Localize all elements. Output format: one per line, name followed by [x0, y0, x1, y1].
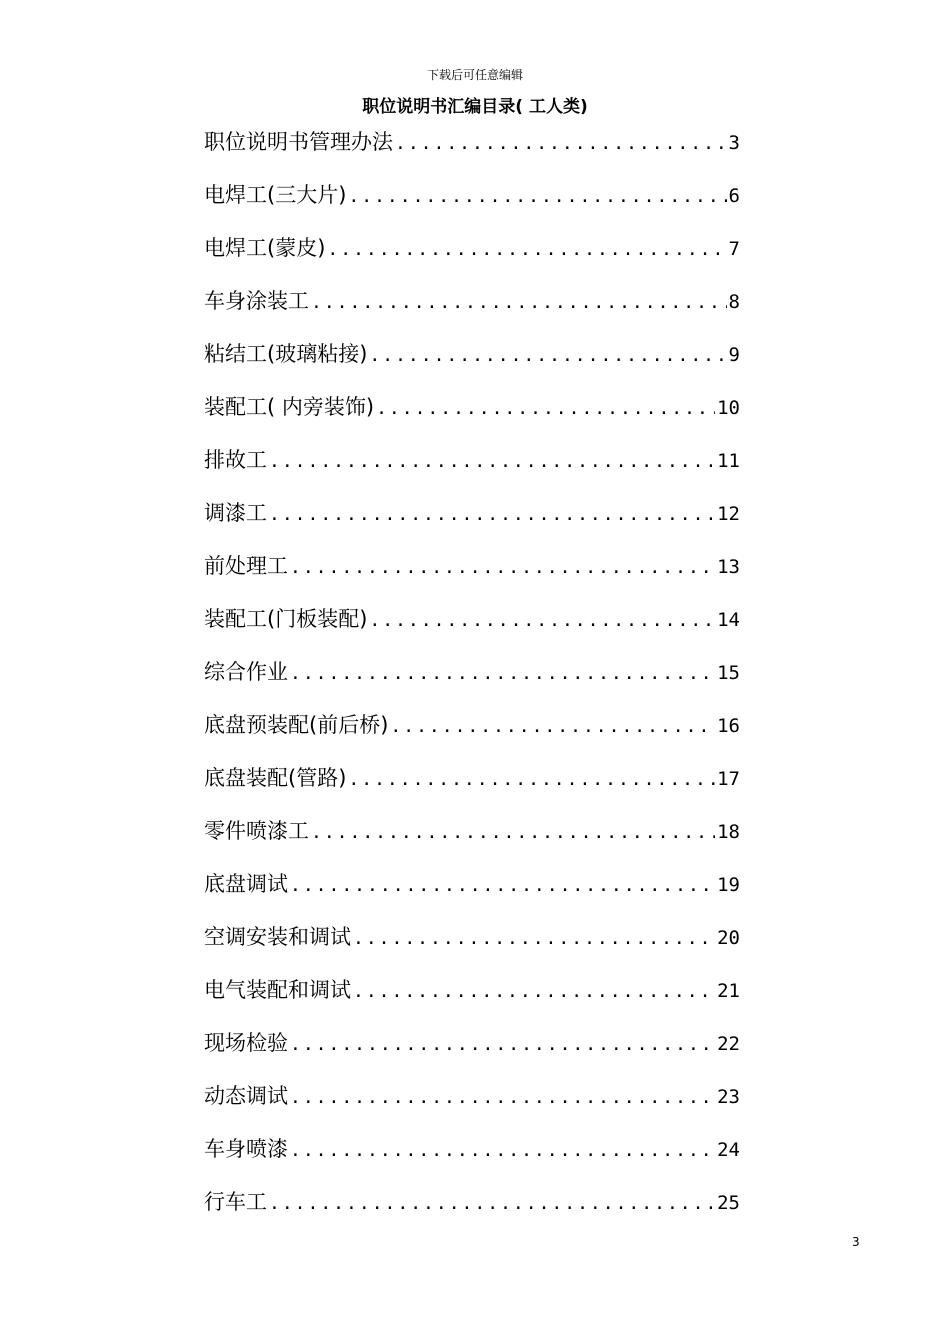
toc-entry-label: 车身喷漆 [204, 1137, 288, 1161]
toc-entry[interactable] [204, 699, 740, 752]
toc-entry-label: 装配工( 内旁装饰) [204, 395, 375, 419]
toc-entry-page: 8 [728, 291, 740, 313]
toc-entry[interactable] [204, 1176, 740, 1229]
toc-entry[interactable] [204, 858, 740, 911]
toc-entry-page: 18 [717, 821, 740, 843]
toc-entry[interactable] [204, 540, 740, 593]
toc-dot-leader [390, 700, 715, 752]
toc-dot-leader [395, 117, 727, 169]
toc-entry[interactable] [204, 593, 740, 646]
toc-entry[interactable] [204, 275, 740, 328]
table-of-contents [204, 116, 740, 1229]
toc-entry-label: 综合作业 [204, 660, 288, 684]
toc-entry-page: 19 [717, 874, 740, 896]
toc-dot-leader [269, 435, 715, 487]
toc-entry-page: 7 [728, 238, 740, 260]
header-note: 下载后可任意编辑 [426, 68, 523, 82]
toc-dot-leader [369, 594, 715, 646]
toc-entry-page: 14 [717, 609, 740, 631]
toc-entry-label: 电焊工(蒙皮) [204, 236, 326, 260]
toc-entry[interactable] [204, 1123, 740, 1176]
toc-dot-leader [269, 1177, 715, 1229]
toc-entry-page: 15 [717, 662, 740, 684]
toc-entry-label: 车身涂装工 [204, 289, 309, 313]
toc-entry-page: 17 [717, 768, 740, 790]
toc-dot-leader [290, 1018, 715, 1070]
toc-entry-page: 6 [728, 185, 740, 207]
toc-entry-label: 调漆工 [204, 501, 267, 525]
toc-entry-page: 13 [717, 556, 740, 578]
toc-dot-leader [327, 223, 726, 275]
toc-dot-leader [348, 170, 726, 222]
toc-entry-page: 20 [717, 927, 740, 949]
toc-entry-label: 底盘调试 [204, 872, 288, 896]
toc-entry-page: 25 [717, 1192, 740, 1214]
toc-dot-leader [290, 1124, 715, 1176]
toc-entry-page: 11 [717, 450, 740, 472]
toc-entry[interactable] [204, 1017, 740, 1070]
toc-entry-page: 12 [717, 503, 740, 525]
toc-entry-label: 动态调试 [204, 1084, 288, 1108]
toc-entry[interactable] [204, 805, 740, 858]
toc-entry-label: 粘结工(玻璃粘接) [204, 342, 368, 366]
toc-dot-leader [376, 382, 715, 434]
toc-entry-label: 装配工(门板装配) [204, 607, 368, 631]
toc-entry[interactable] [204, 381, 740, 434]
toc-dot-leader [290, 647, 715, 699]
toc-entry[interactable] [204, 1070, 740, 1123]
document-title: 职位说明书汇编目录( 工人类) [362, 97, 588, 117]
toc-entry-page: 24 [717, 1139, 740, 1161]
toc-entry-page: 16 [717, 715, 740, 737]
toc-entry-page: 10 [717, 397, 740, 419]
toc-entry[interactable] [204, 964, 740, 1017]
toc-dot-leader [269, 488, 715, 540]
toc-entry-page: 23 [717, 1086, 740, 1108]
toc-entry[interactable] [204, 169, 740, 222]
toc-entry[interactable] [204, 222, 740, 275]
toc-entry-page: 3 [728, 132, 740, 154]
toc-dot-leader [353, 912, 715, 964]
toc-entry-label: 电焊工(三大片) [204, 183, 347, 207]
toc-entry[interactable] [204, 487, 740, 540]
toc-entry[interactable] [204, 911, 740, 964]
page-number: 3 [852, 1235, 860, 1249]
toc-dot-leader [290, 541, 715, 593]
toc-entry-label: 排故工 [204, 448, 267, 472]
toc-entry[interactable] [204, 434, 740, 487]
toc-entry-label: 底盘装配(管路) [204, 766, 347, 790]
toc-entry-page: 21 [717, 980, 740, 1002]
toc-dot-leader [353, 965, 715, 1017]
toc-entry[interactable] [204, 116, 740, 169]
toc-entry-label: 空调安装和调试 [204, 925, 351, 949]
toc-dot-leader [290, 1071, 715, 1123]
toc-entry[interactable] [204, 328, 740, 381]
toc-entry-page: 22 [717, 1033, 740, 1055]
toc-entry-label: 行车工 [204, 1190, 267, 1214]
toc-entry-label: 前处理工 [204, 554, 288, 578]
toc-entry-label: 零件喷漆工 [204, 819, 309, 843]
toc-entry-label: 底盘预装配(前后桥) [204, 713, 389, 737]
toc-dot-leader [311, 276, 727, 328]
toc-entry[interactable] [204, 646, 740, 699]
toc-entry-label: 职位说明书管理办法 [204, 130, 393, 154]
toc-entry-page: 9 [728, 344, 740, 366]
toc-entry-label: 电气装配和调试 [204, 978, 351, 1002]
toc-entry[interactable] [204, 752, 740, 805]
toc-dot-leader [369, 329, 726, 381]
toc-dot-leader [290, 859, 715, 911]
toc-dot-leader [311, 806, 715, 858]
toc-dot-leader [348, 753, 715, 805]
toc-entry-label: 现场检验 [204, 1031, 288, 1055]
